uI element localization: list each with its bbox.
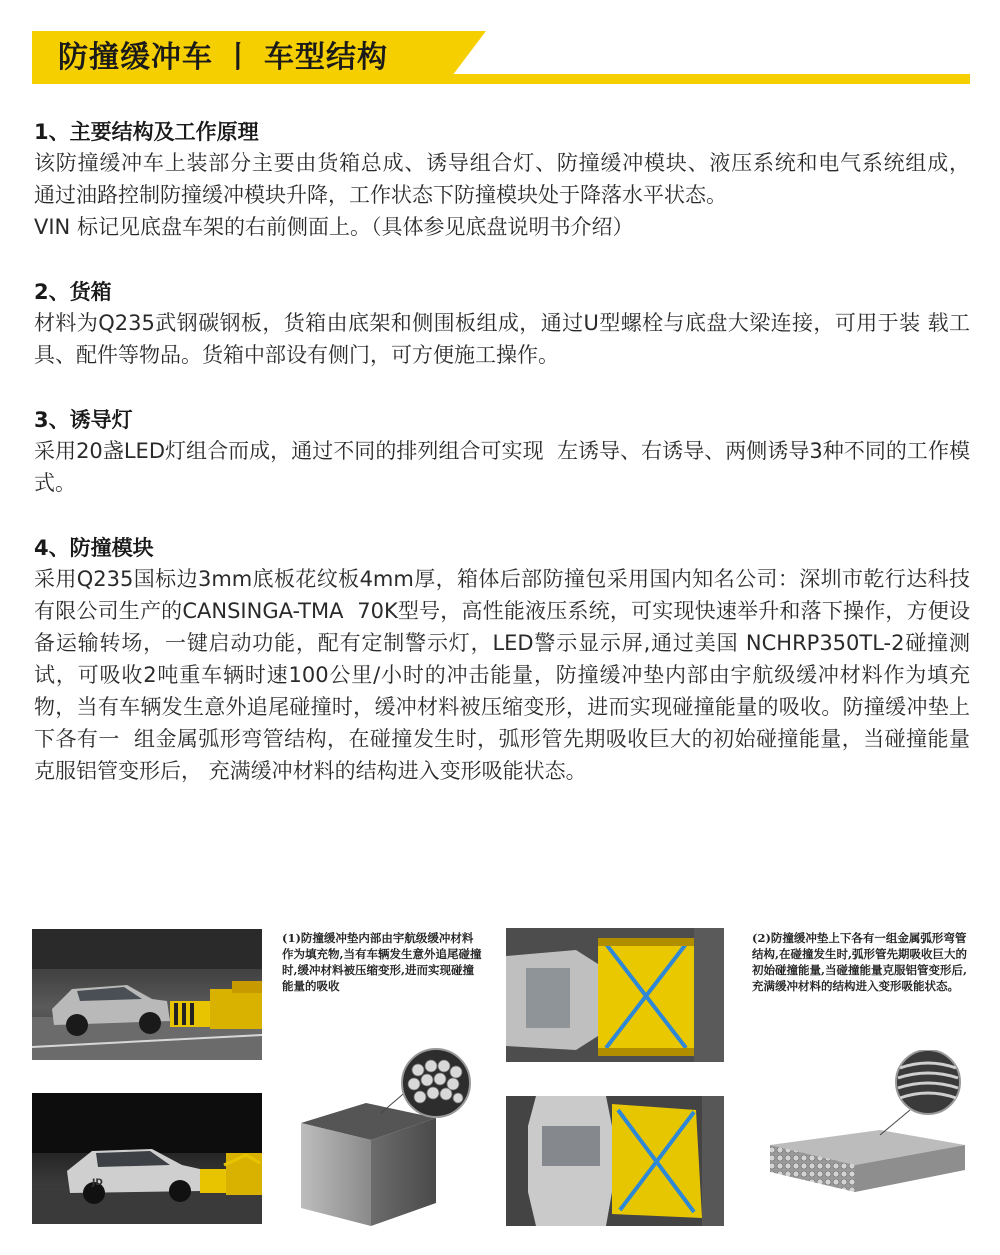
section-crash-module: [34, 533, 970, 787]
top-view-illustration-2: [506, 1096, 724, 1226]
section-title: 2、货箱: [34, 280, 112, 304]
crash-test-illustration-1: [32, 929, 262, 1060]
crash-test-photo-1: [32, 929, 262, 1060]
top-view-illustration-1: [506, 928, 724, 1062]
page-title: [58, 38, 388, 78]
section-paragraph: 采用Q235国标边3mm底板花纹板4mm厚，箱体后部防撞包采用国内知名公司：深圳市乾行达科技有限公司生产的CANSINGA-TMA 70K型号，高性能液压系统，可实现快速举升和落下操作，方便设备运输转场，一键启动功能，配有定制警示灯，LED警示显示屏,通过美国 NCHRP350TL-2碰撞测试，可吸收2吨重车辆时速100公里/小时的冲击能量，防撞缓冲垫内部由宇航级缓冲材料作为填充物，当有车辆发生意外追尾碰撞时，缓冲材料被压缩变形，进而实现碰撞能量的吸收。防撞缓冲垫上下各有一 组金属弧形弯管结构，在碰撞发生时，弧形管先期吸收巨大的初始碰撞能量，当碰撞能量克服铝管变形后， 充满缓冲材料的结构进入变形吸能状态。: [34, 567, 970, 783]
content-body: [34, 117, 984, 821]
section-cargo-box: [34, 277, 970, 371]
top-view-photo-1: [506, 928, 724, 1062]
crash-test-photo-2: [32, 1093, 262, 1224]
banner-slant: [446, 31, 486, 84]
honeycomb-block-illustration: [296, 1048, 496, 1228]
section-guide-light: [34, 405, 970, 499]
bent-tube-illustration: [760, 1050, 975, 1200]
honeycomb-block-figure: [296, 1048, 496, 1228]
figure-caption-2: (2)防撞缓冲垫上下各有一组金属弧形弯管结构,在碰撞发生时,弧形管先期吸收巨大的初始碰撞能量,当碰撞能量克服铝管变形后,充满缓冲材料的结构进入变形吸能状态。: [752, 931, 968, 993]
section-paragraph: 采用20盏LED灯组合而成，通过不同的排列组合可实现 左诱导、右诱导、两侧诱导3种不同的工作模式。: [34, 439, 970, 495]
figure-caption-1: (1)防撞缓冲垫内部由宇航级缓冲材料作为填充物,当有车辆发生意外追尾碰撞时,缓冲材料被压缩变形,进而实现碰撞能量的吸收: [282, 931, 482, 993]
crash-test-illustration-2: [32, 1093, 262, 1224]
section-title: 4、防撞模块: [34, 536, 154, 560]
section-title: 1、主要结构及工作原理: [34, 120, 259, 144]
section-structure: [34, 117, 984, 243]
title-separator: 丨: [223, 40, 254, 75]
title-left: 防撞缓冲车: [58, 40, 213, 75]
title-right: 车型结构: [264, 40, 388, 75]
top-view-photo-2: [506, 1096, 724, 1226]
section-title: 3、诱导灯: [34, 408, 133, 432]
bent-tube-figure: [760, 1050, 975, 1200]
car-plate-text: JD: [92, 1178, 103, 1188]
section-paragraph: 材料为Q235武钢碳钢板，货箱由底架和侧围板组成，通过U型螺栓与底盘大梁连接，可用于装 载工具、配件等物品。货箱中部设有侧门，可方便施工操作。: [34, 311, 970, 367]
section-paragraph: VIN 标记见底盘车架的右前侧面上。（具体参见底盘说明书介绍）: [34, 215, 634, 239]
header-banner: [0, 0, 1000, 100]
section-paragraph: 该防撞缓冲车上装部分主要由货箱总成、诱导组合灯、防撞缓冲模块、液压系统和电气系统组成， 通过油路控制防撞缓冲模块升降，工作状态下防撞模块处于降落水平状态。: [34, 151, 984, 207]
